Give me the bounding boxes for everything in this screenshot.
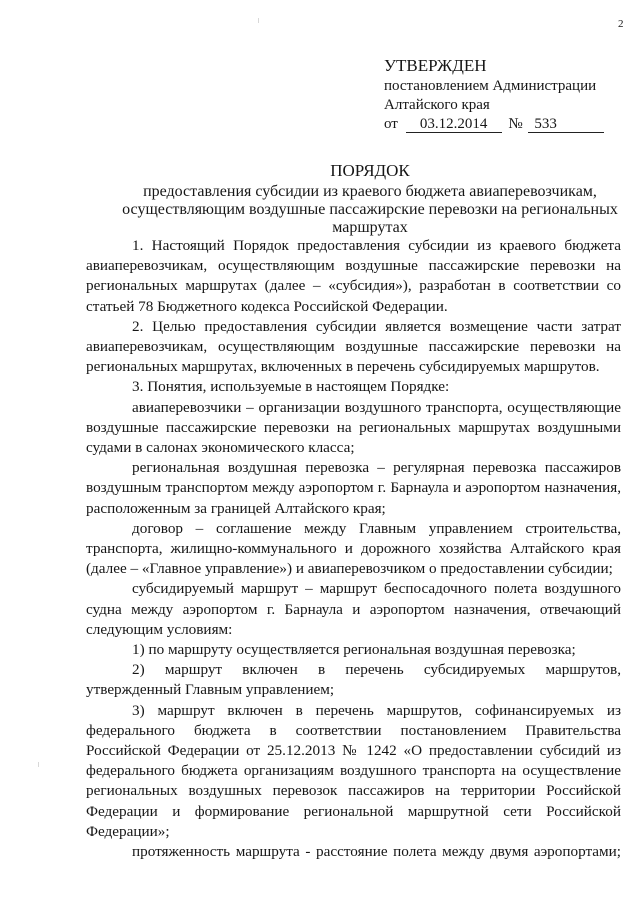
- route-condition-1: 1) по маршруту осуществляется региональная воздушная перевозка;: [132, 641, 576, 659]
- definition-regional-transport: региональная воздушная перевозка – регулярная перевозка пассажиров воздушным транспортом между аэропортом г. Барнаула и аэропортом назначения, расположенным за границей Алтайского края;: [86, 459, 621, 517]
- paragraph-2: 2. Целью предоставления субсидии является возмещение части затрат авиаперевозчикам, осуществляющим воздушные пассажирские перевозки на региональных маршрутах, включенных в перечень субсидируемых маршрутов.: [86, 317, 621, 376]
- paragraph-1: 1. Настоящий Порядок предоставления субсидии из краевого бюджета авиаперевозчикам, осуществляющим воздушные пассажирские перевозки на региональных маршрутах (далее – «субсидия»), разработан в соответствии со статьей 78 Бюджетного кодекса Российской Федерации.: [86, 237, 621, 315]
- definition-subsidized-route: субсидируемый маршрут – маршрут беспосадочного полета воздушного судна между аэропортом г. Барнаула и аэропортом назначения, отвечающий следующим условиям:: [86, 580, 621, 638]
- document-heading: ПОРЯДОК: [330, 161, 410, 180]
- definition-agreement: договор – соглашение между Главным управлением строительства, транспорта, жилищно-коммунального и дорожного хозяйства Алтайского края (далее – «Главное управление») и авиаперевозчиком о предоставлении субсидии;: [86, 519, 621, 578]
- approval-heading: УТВЕРЖДЕН: [384, 56, 487, 75]
- approval-date-row: [384, 115, 604, 134]
- margin-mark: [38, 762, 39, 767]
- approval-line-1: постановлением Администрации: [384, 78, 597, 94]
- margin-mark: [258, 18, 259, 23]
- route-condition-2: 2) маршрут включен в перечень субсидируемых маршрутов, утвержденный Главным управлением;: [86, 661, 621, 699]
- page-number: 2: [618, 18, 624, 30]
- route-condition-3: 3) маршрут включен в перечень маршрутов, софинансируемых из федерального бюджета в соответствии постановлением Правительства Российской Федерации от 25.12.2013 № 1242 «О предоставлении субсидий из федерального бюджета организациям воздушного транспорта на осуществление региональных воздушных перевозок пассажиров на территории Российской Федерации и формирование региональной маршрутной сети Российской Федерации»;: [86, 701, 621, 840]
- document-subtitle: предоставления субсидии из краевого бюджета авиаперевозчикам, осуществляющим воздушные пассажирские перевозки на региональных маршрутах: [122, 183, 618, 236]
- approval-stamp: [384, 55, 604, 134]
- definition-airline: авиаперевозчики – организации воздушного транспорта, осуществляющие воздушные пассажирские перевозки на региональных маршрутах воздушными судами в салонах экономического класса;: [86, 398, 621, 457]
- document-body: [86, 236, 621, 862]
- paragraph-3: 3. Понятия, используемые в настоящем Порядке:: [132, 378, 450, 396]
- document-title: [110, 162, 630, 237]
- approval-date: 03.12.2014: [406, 117, 502, 133]
- definition-route-length: протяженность маршрута - расстояние полета между двумя аэропортами;: [132, 843, 621, 861]
- approval-number: 533: [528, 117, 604, 133]
- approval-line-2: Алтайского края: [384, 97, 490, 113]
- approval-number-prefix: №: [508, 116, 523, 132]
- approval-date-prefix: от: [384, 116, 398, 132]
